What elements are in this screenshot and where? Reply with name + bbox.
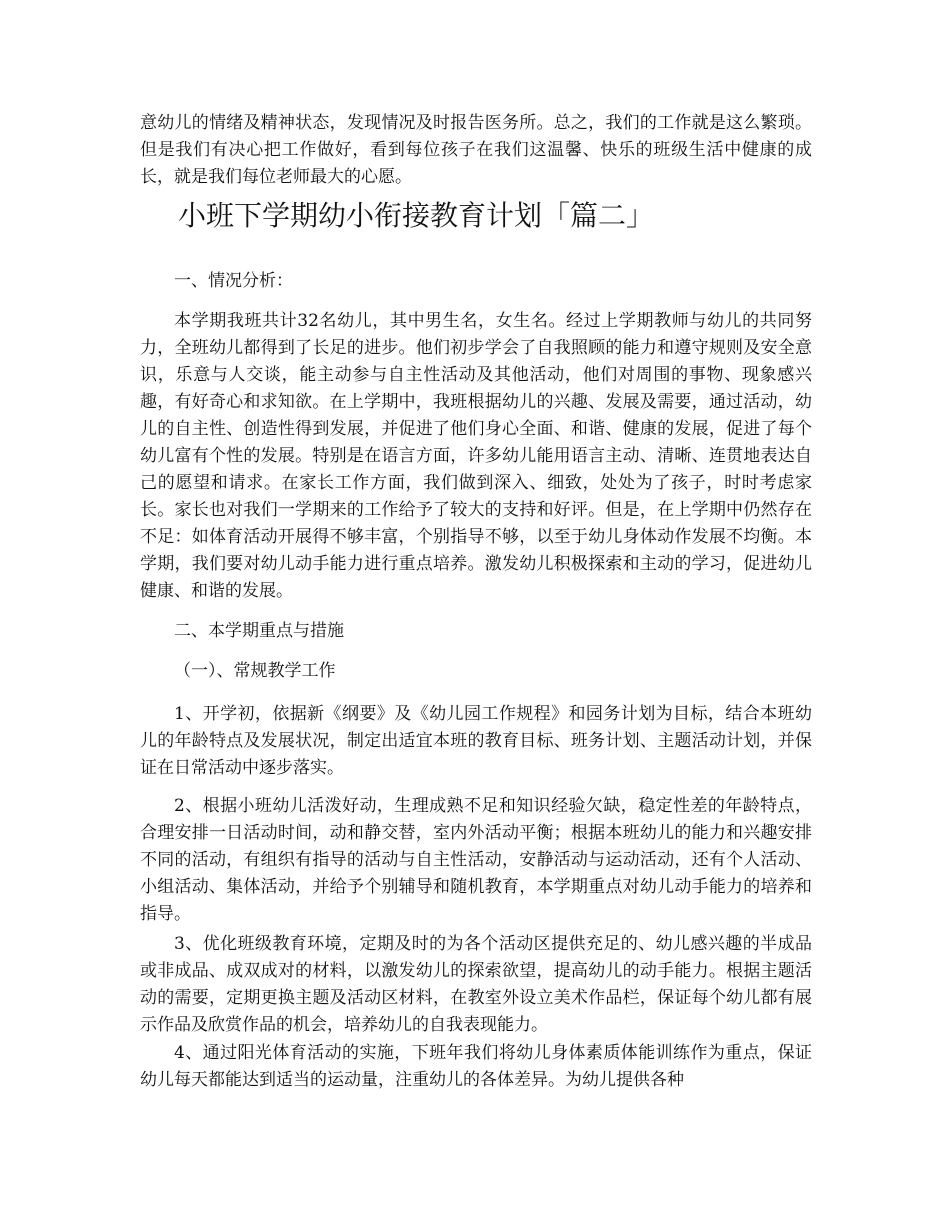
item-3-block	[140, 931, 812, 1039]
item-4-block	[140, 1040, 812, 1094]
section1-block	[140, 308, 812, 605]
subsection1-heading-block	[140, 658, 812, 685]
list-item: 1、开学初，依据新《纲要》及《幼儿园工作规程》和园务计划为目标，结合本班幼儿的年龄特点及发展状况，制定出适宜本班的教育目标、班务计划、主题活动计划，并保证在日常活动中逐步落实。	[140, 704, 812, 778]
section1-paragraph: 本学期我班共计32名幼儿，其中男生名，女生名。经过上学期教师与幼儿的共同努力，全班幼儿都得到了长足的进步。他们初步学会了自我照顾的能力和遵守规则及安全意识，乐意与人交谈，能主动参与自主性活动及其他活动，他们对周围的事物、现象感兴趣，有好奇心和求知欲。在上学期中，我班根据幼儿的兴趣、发展及需要，通过活动，幼儿的自主性、创造性得到发展，并促进了他们身心全面、和谐、健康的发展，促进了每个幼儿富有个性的发展。特别是在语言方面，许多幼儿能用语言主动、清晰、连贯地表达自己的愿望和请求。在家长工作方面，我们做到深入、细致，处处为了孩子，时时考虑家长。家长也对我们一学期来的工作给予了较大的支持和好评。但是，在上学期中仍然存在不足：如体育活动开展得不够丰富，个别指导不够，以至于幼儿身体动作发展不均衡。本学期，我们要对幼儿动手能力进行重点培养。激发幼儿积极探索和主动的学习，促进幼儿健康、和谐的发展。	[140, 311, 812, 601]
section2-heading-block	[140, 618, 812, 645]
section1-heading: 一、情况分析：	[174, 271, 293, 291]
list-item: 3、优化班级教育环境，定期及时的为各个活动区提供充足的、幼儿感兴趣的半成品或非成品、成双成对的材料，以激发幼儿的探索欲望，提高幼儿的动手能力。根据主题活动的需要，定期更换主题及活动区材料，在教室外设立美术作品栏，保证每个幼儿都有展示作品及欣赏作品的机会，培养幼儿的自我表现能力。	[140, 934, 812, 1035]
section2-heading: 二、本学期重点与措施	[174, 621, 344, 641]
document-title: 小班下学期幼小衔接教育计划「篇二」	[178, 199, 655, 232]
list-item: 4、通过阳光体育活动的实施，下班年我们将幼儿身体素质体能训练作为重点，保证幼儿每天都能达到适当的运动量，注重幼儿的各体差异。为幼儿提供各种	[140, 1043, 812, 1090]
item-2-block	[140, 793, 812, 928]
item-1-block	[140, 701, 812, 782]
subsection1-heading: （一）、常规教学工作	[174, 661, 336, 681]
section1-heading-block	[140, 268, 812, 295]
list-item: 2、根据小班幼儿活泼好动，生理成熟不足和知识经验欠缺，稳定性差的年龄特点，合理安排一日活动时间，动和静交替，室内外活动平衡；根据本班幼儿的能力和兴趣安排不同的活动，有组织有指导的活动与自主性活动，安静活动与运动活动，还有个人活动、小组活动、集体活动，并给予个别辅导和随机教育，本学期重点对幼儿动手能力的培养和指导。	[140, 796, 812, 924]
intro-paragraph: 意幼儿的情绪及精神状态，发现情况及时报告医务所。总之，我们的工作就是这么繁琐。但是我们有决心把工作做好，看到每位孩子在我们这温馨、快乐的班级生活中健康的成长，就是我们每位老师最大的心愿。	[140, 113, 812, 187]
intro-block	[140, 110, 812, 191]
